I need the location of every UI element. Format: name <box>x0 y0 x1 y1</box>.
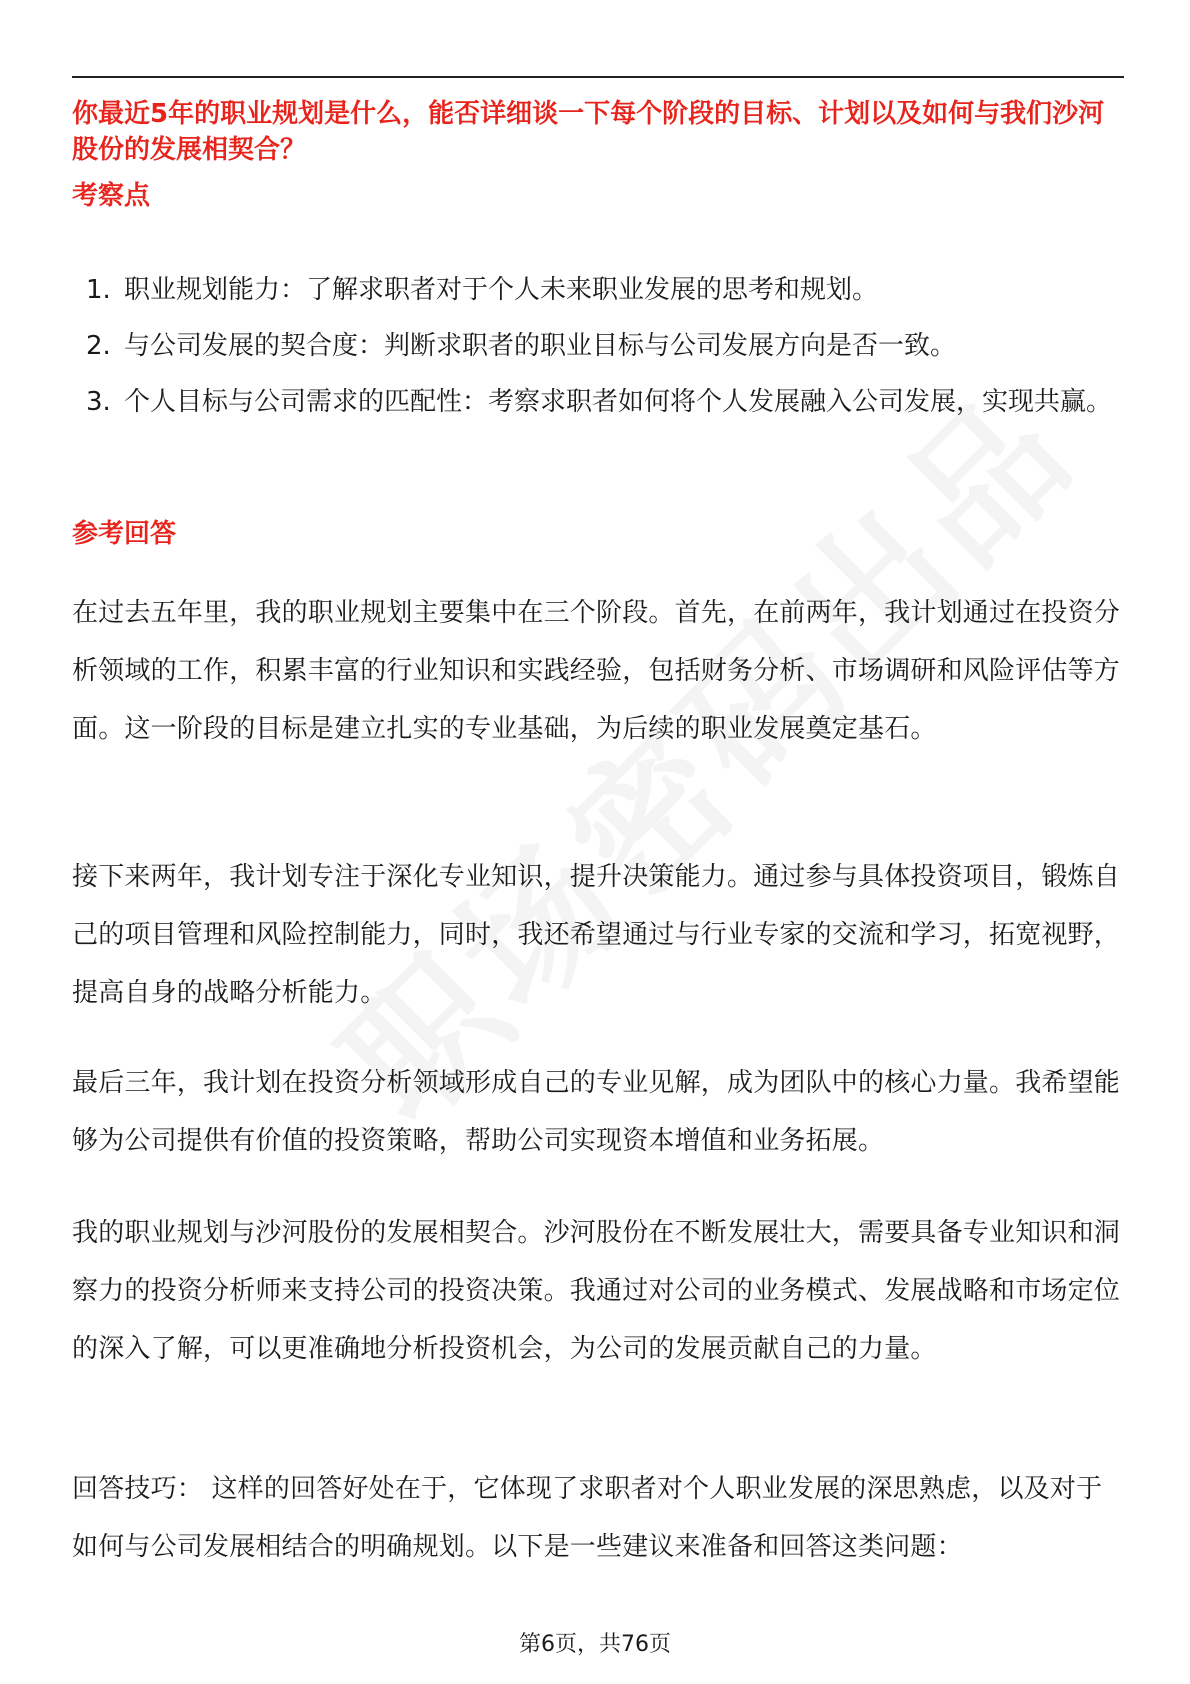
list-item-text: 与公司发展的契合度：判断求职者的职业目标与公司发展方向是否一致。 <box>124 331 957 361</box>
answer-paragraph: 在过去五年里，我的职业规划主要集中在三个阶段。首先，在前两年，我计划通过在投资分析领域的工作，积累丰富的行业知识和实践经验，包括财务分析、市场调研和风险评估等方面。这一阶段的目标是建立扎实的专业基础，为后续的职业发展奠定基石。 <box>72 598 1121 744</box>
tips-paragraph: 回答技巧： 这样的回答好处在于，它体现了求职者对个人职业发展的深思熟虑，以及对于如何与公司发展相结合的明确规划。以下是一些建议来准备和回答这类问题： <box>72 1474 1103 1562</box>
list-item <box>72 262 1124 318</box>
question-title: 你最近5年的职业规划是什么，能否详细谈一下每个阶段的目标、计划以及如何与我们沙河股份的发展相契合？ <box>72 99 1105 165</box>
page-number: 第6页，共76页 <box>519 1632 671 1657</box>
answer-paragraph: 我的职业规划与沙河股份的发展相契合。沙河股份在不断发展壮大，需要具备专业知识和洞察力的投资分析师来支持公司的投资决策。我通过对公司的业务模式、发展战略和市场定位的深入了解，可以更准确地分析投资机会，为公司的发展贡献自己的力量。 <box>72 1218 1121 1364</box>
answer-heading: 参考回答 <box>72 519 177 549</box>
list-item-number: 3. <box>86 387 111 417</box>
list-item <box>72 318 1124 374</box>
top-divider <box>72 76 1124 78</box>
list-item-number: 1. <box>86 275 111 305</box>
list-item-number: 2. <box>86 331 111 361</box>
answer-paragraph: 最后三年，我计划在投资分析领域形成自己的专业见解，成为团队中的核心力量。我希望能够为公司提供有价值的投资策略，帮助公司实现资本增值和业务拓展。 <box>72 1068 1121 1156</box>
document-page <box>72 0 1124 1684</box>
list-item-text: 个人目标与公司需求的匹配性：考察求职者如何将个人发展融入公司发展，实现共赢。 <box>124 387 1113 417</box>
answer-paragraph: 接下来两年，我计划专注于深化专业知识，提升决策能力。通过参与具体投资项目，锻炼自己的项目管理和风险控制能力，同时，我还希望通过与行业专家的交流和学习，拓宽视野，提高自身的战略分析能力。 <box>72 862 1121 1008</box>
list-item-text: 职业规划能力：了解求职者对于个人未来职业发展的思考和规划。 <box>124 275 879 305</box>
points-list <box>72 262 1124 430</box>
points-heading: 考察点 <box>72 181 151 211</box>
list-item <box>72 374 1124 430</box>
